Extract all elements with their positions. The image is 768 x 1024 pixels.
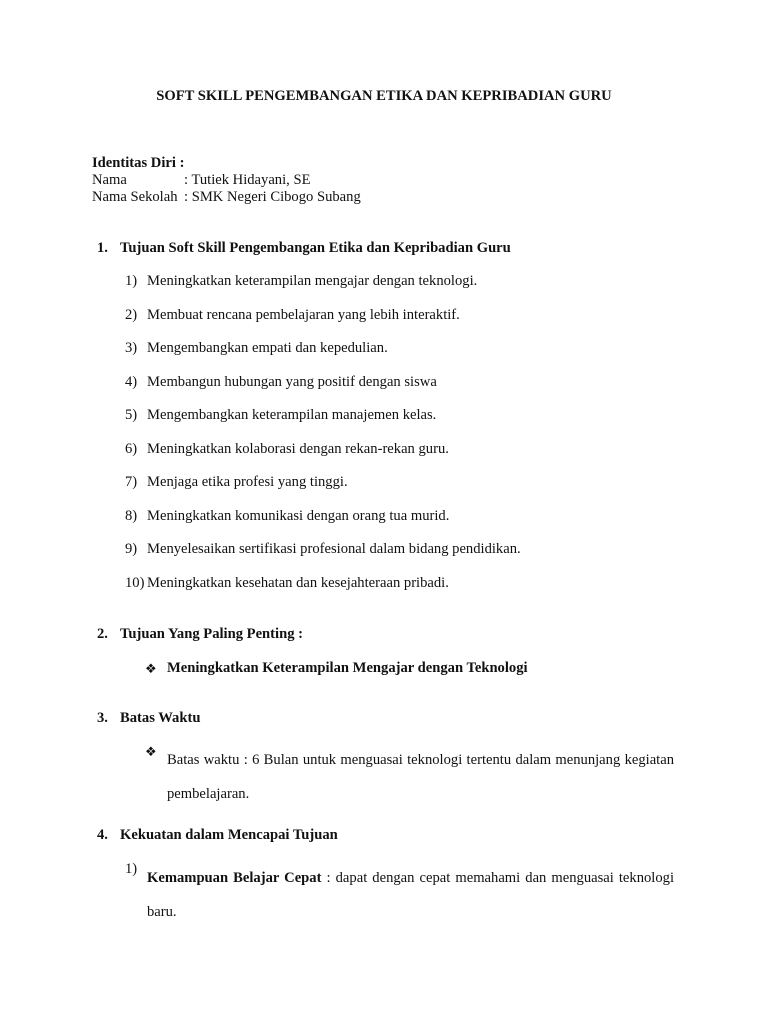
list-item-number: 6) <box>125 441 138 457</box>
list-item: Meningkatkan kesehatan dan kesejahteraan pribadi. <box>147 575 449 591</box>
school-value: : SMK Negeri Cibogo Subang <box>184 189 361 205</box>
list-item-number: 8) <box>125 508 138 524</box>
section-4-number: 4. <box>97 827 108 843</box>
section-1-heading: Tujuan Soft Skill Pengembangan Etika dan Kepribadian Guru <box>120 240 511 256</box>
list-item: Membuat rencana pembelajaran yang lebih interaktif. <box>147 307 460 323</box>
list-item: Meningkatkan kolaborasi dengan rekan-rekan guru. <box>147 441 449 457</box>
list-item: Membangun hubungan yang positif dengan siswa <box>147 374 437 390</box>
list-item-number: 7) <box>125 474 138 490</box>
important-goal: Meningkatkan Keterampilan Mengajar dengan Teknologi <box>167 660 528 676</box>
list-item: Meningkatkan keterampilan mengajar dengan teknologi. <box>147 273 478 289</box>
section-2-number: 2. <box>97 626 108 642</box>
list-item-number: 1) <box>125 861 138 877</box>
section-2-heading: Tujuan Yang Paling Penting : <box>120 626 304 642</box>
section-3-number: 3. <box>97 710 108 726</box>
strength-item <box>147 861 674 929</box>
diamond-bullet-icon: ❖ <box>145 661 157 676</box>
identity-heading: Identitas Diri : <box>92 155 185 171</box>
list-item: Meningkatkan komunikasi dengan orang tua murid. <box>147 508 450 524</box>
list-item-number: 3) <box>125 340 138 356</box>
section-3-heading: Batas Waktu <box>120 710 201 726</box>
strength-title: Kemampuan Belajar Cepat <box>147 870 322 886</box>
document-title: SOFT SKILL PENGEMBANGAN ETIKA DAN KEPRIBADIAN GURU <box>156 88 612 104</box>
list-item: Mengembangkan empati dan kepedulian. <box>147 340 388 356</box>
list-item-number: 4) <box>125 374 138 390</box>
school-label: Nama Sekolah <box>92 189 178 205</box>
section-1-number: 1. <box>97 240 108 256</box>
name-value: : Tutiek Hidayani, SE <box>184 172 311 188</box>
name-label: Nama <box>92 172 127 188</box>
list-item-number: 9) <box>125 541 138 557</box>
list-item-number: 10) <box>125 575 145 591</box>
list-item-number: 2) <box>125 307 138 323</box>
section-4-heading: Kekuatan dalam Mencapai Tujuan <box>120 827 338 843</box>
strength-description: : dapat dengan cepat memahami dan menguasai teknologi baru. <box>147 870 675 920</box>
list-item-number: 1) <box>125 273 138 289</box>
list-item-number: 5) <box>125 407 138 423</box>
list-item: Menjaga etika profesi yang tinggi. <box>147 474 348 490</box>
deadline-text: Batas waktu : 6 Bulan untuk menguasai teknologi tertentu dalam menunjang kegiatan pembelajaran. <box>167 752 674 802</box>
list-item: Menyelesaikan sertifikasi profesional dalam bidang pendidikan. <box>147 541 521 557</box>
list-item: Mengembangkan keterampilan manajemen kelas. <box>147 407 437 423</box>
diamond-bullet-icon: ❖ <box>145 744 157 759</box>
